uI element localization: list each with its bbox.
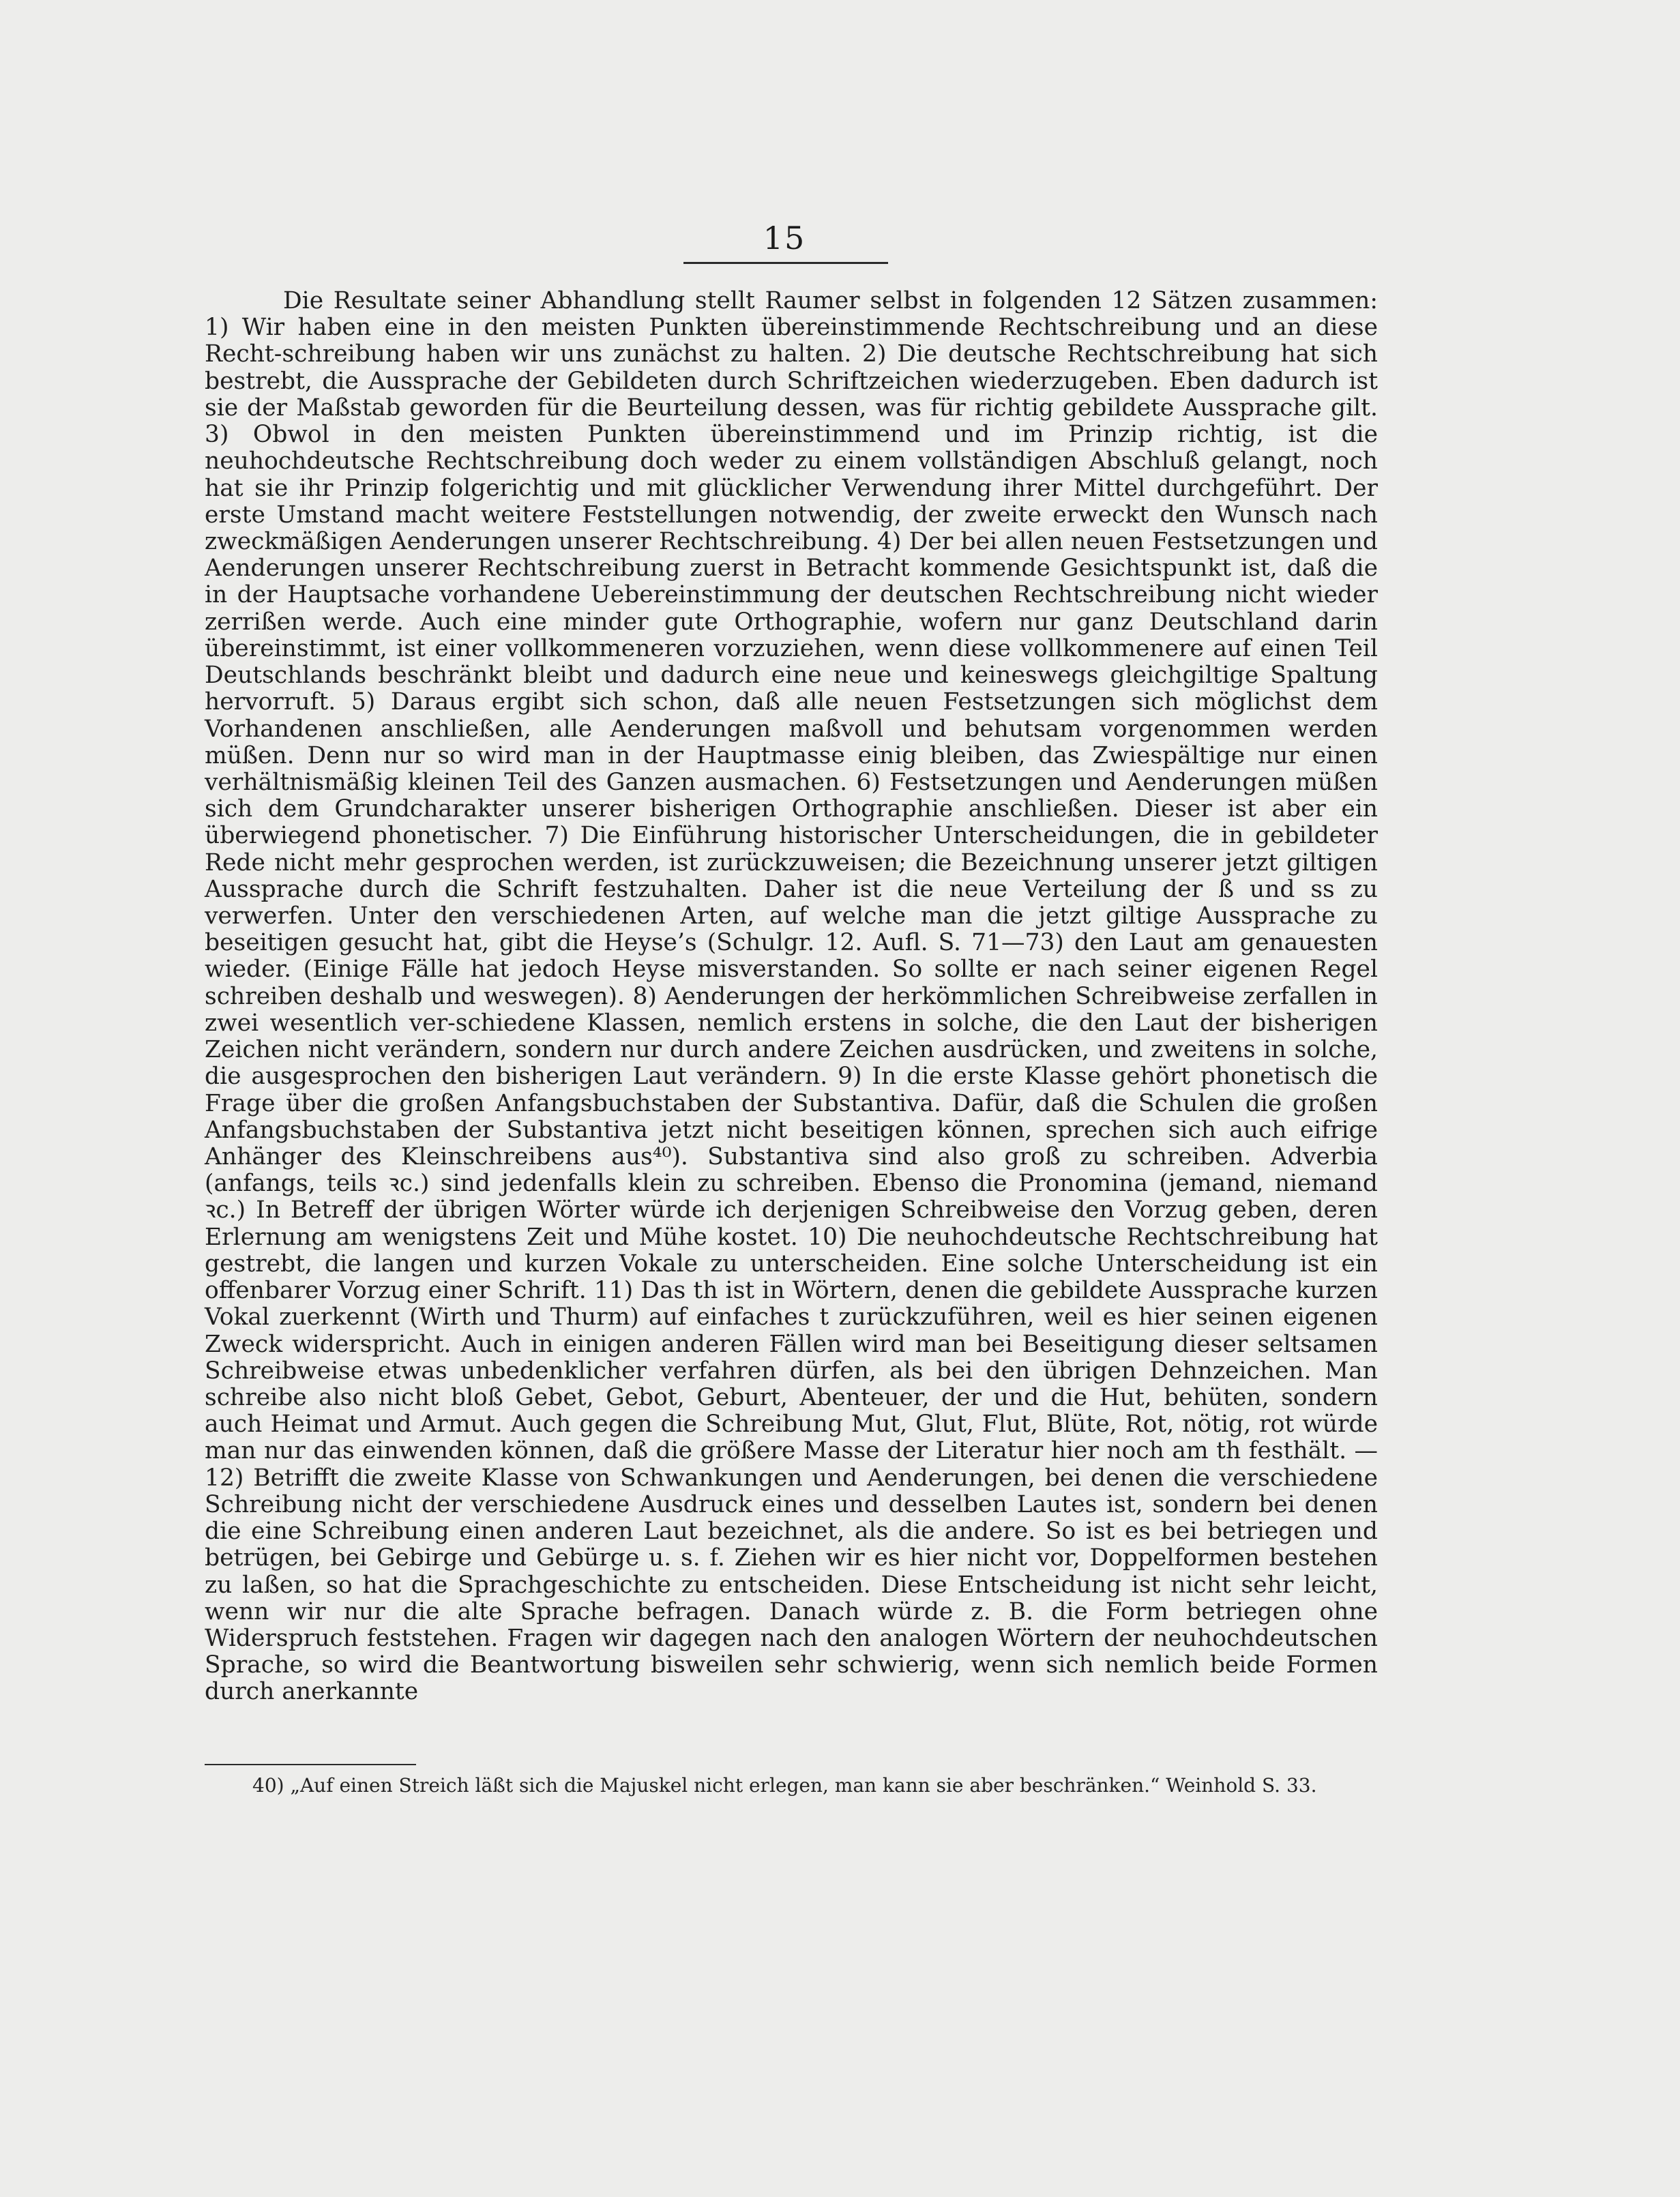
- page-number: 15: [763, 220, 806, 256]
- footnote-rule: [205, 1764, 416, 1765]
- body-text: Die Resultate seiner Abhandlung stellt Raumer selbst in folgenden 12 Sätzen zusammen: 1) Wir haben eine in den meisten Punkten übereinstimmende Rechtschreibung und an diese Recht-schreibung haben wir uns zunächst zu halten. 2) Die deutsche Rechtschreibung hat sich bestrebt, die Aussprache der Gebildeten durch Schriftzeichen wiederzugeben. Eben dadurch ist sie der Maßstab geworden für die Beurteilung dessen, was für richtig gebildete Aussprache gilt. 3) Obwol in den meisten Punkten übereinstimmend und im Prinzip richtig, ist die neuhochdeutsche Rechtschreibung doch weder zu einem vollständigen Abschluß gelangt, noch hat sie ihr Prinzip folgerichtig und mit glücklicher Verwendung ihrer Mittel durchgeführt. Der erste Umstand macht weitere Feststellungen notwendig, der zweite erweckt den Wunsch nach zweckmäßigen Aenderungen unserer Rechtschreibung. 4) Der bei allen neuen Festsetzungen und Aenderungen unserer Rechtschreibung zuerst in Betracht kommende Gesichtspunkt ist, daß die in der Hauptsache vorhandene Uebereinstimmung der deutschen Rechtschreibung nicht wieder zerrißen werde. Auch eine minder gute Orthographie, wofern nur ganz Deutschland darin übereinstimmt, ist einer vollkommeneren vorzuziehen, wenn diese vollkommenere auf einen Teil Deutschlands beschränkt bleibt und dadurch eine neue und keineswegs gleichgiltige Spaltung hervorruft. 5) Daraus ergibt sich schon, daß alle neuen Festsetzungen sich möglichst dem Vorhandenen anschließen, alle Aenderungen maßvoll und behutsam vorgenommen werden müßen. Denn nur so wird man in der Hauptmasse einig bleiben, das Zwiespältige nur einen verhältnismäßig kleinen Teil des Ganzen ausmachen. 6) Festsetzungen und Aenderungen müßen sich dem Grundcharakter unserer bisherigen Orthographie anschließen. Dieser ist aber ein überwiegend phonetischer. 7) Die Einführung historischer Unterscheidungen, die in gebildeter Rede nicht mehr gesprochen werden, ist zurückzuweisen; die Bezeichnung unserer jetzt giltigen Aussprache durch die Schrift festzuhalten. Daher ist die neue Verteilung der ß und ss zu verwerfen. Unter den verschiedenen Arten, auf welche man die jetzt giltige Aussprache zu beseitigen gesucht hat, gibt die Heyse’s (Schulgr. 12. Aufl. S. 71—73) den Laut am genauesten wieder. (Einige Fälle hat jedoch Heyse misverstanden. So sollte er nach seiner eigenen Regel schreiben deshalb und weswegen). 8) Aenderungen der herkömmlichen Schreibweise zerfallen in zwei wesentlich ver-schiedene Klassen, nemlich erstens in solche, die den Laut der bisherigen Zeichen nicht verändern, sondern nur durch andere Zeichen ausdrücken, und zweitens in solche, die ausgesprochen den bisherigen Laut verändern. 9) In die erste Klasse gehört phonetisch die Frage über die großen Anfangsbuchstaben der Substantiva. Dafür, daß die Schulen die großen Anfangsbuchstaben der Substantiva jetzt nicht beseitigen können, sprechen sich auch eifrige Anhänger des Kleinschreibens aus⁴⁰). Substantiva sind also groß zu schreiben. Adverbia (anfangs, teils ꝛc.) sind jedenfalls klein zu schreiben. Ebenso die Pronomina (jemand, niemand ꝛc.) In Betreff der übrigen Wörter würde ich derjenigen Schreibweise den Vorzug geben, deren Erlernung am wenigstens Zeit und Mühe kostet. 10) Die neuhochdeutsche Rechtschreibung hat gestrebt, die langen und kurzen Vokale zu unterscheiden. Eine solche Unterscheidung ist ein offenbarer Vorzug einer Schrift. 11) Das th ist in Wörtern, denen die gebildete Aussprache kurzen Vokal zuerkennt (Wirth und Thurm) auf einfaches t zurückzuführen, weil es hier seinen eigenen Zweck widerspricht. Auch in einigen anderen Fällen wird man bei Beseitigung dieser seltsamen Schreibweise etwas unbedenklicher verfahren dürfen, als bei den übrigen Dehnzeichen. Man schreibe also nicht bloß Gebet, Gebot, Geburt, Abenteuer, der und die Hut, behüten, sondern auch Heimat und Armut. Auch gegen die Schreibung Mut, Glut, Flut, Blüte, Rot, nötig, rot würde man nur das einwenden können, daß die größere Masse der Literatur hier noch am th festhält. — 12) Betrifft die zweite Klasse von Schwankungen und Aenderungen, bei denen die verschiedene Schreibung nicht der verschiedene Ausdruck eines und desselben Lautes ist, sondern bei denen die eine Schreibung einen anderen Laut bezeichnet, als die andere. So ist es bei betriegen und betrügen, bei Gebirge und Gebürge u. s. f. Ziehen wir es hier nicht vor, Doppelformen bestehen zu laßen, so hat die Sprachgeschichte zu entscheiden. Diese Entscheidung ist nicht sehr leicht, wenn wir nur die alte Sprache befragen. Danach würde z. B. die Form betriegen ohne Widerspruch feststehen. Fragen wir dagegen nach den analogen Wörtern der neuhochdeutschen Sprache, so wird die Beantwortung bisweilen sehr schwierig, wenn sich nemlich beide Formen durch anerkannte: [205, 287, 1378, 1706]
- footnote: 40) „Auf einen Streich läßt sich die Majuskel nicht erlegen, man kann sie aber beschränken.“ Weinhold S. 33.: [252, 1774, 1317, 1797]
- header-rule: [683, 262, 888, 264]
